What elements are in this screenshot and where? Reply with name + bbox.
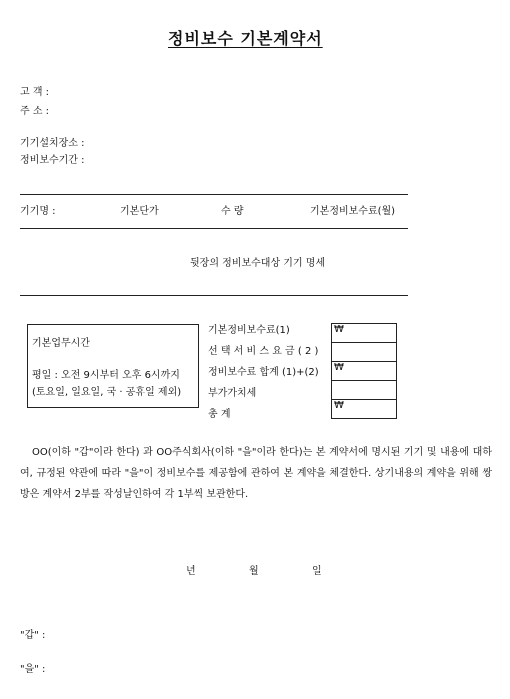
date-month: 월 <box>249 566 259 577</box>
customer-label: 고 객 : <box>20 87 50 98</box>
attachment-note: 뒷장의 정비보수대상 기기 명세 <box>190 258 326 269</box>
fee-value-total: ₩ <box>331 399 397 419</box>
device-name-header: 기기명 : <box>20 206 56 217</box>
fee-value-basic: ₩ <box>331 323 397 343</box>
install-location-label: 기기설치장소 : <box>20 138 85 149</box>
fee-label-subtotal: 정비보수료 합계 (1)+(2) <box>208 367 319 378</box>
header-rule-top <box>20 194 408 195</box>
period-label: 정비보수기간 : <box>20 155 85 166</box>
section-rule <box>20 295 408 296</box>
quantity-header: 수 량 <box>221 206 244 217</box>
business-hours-exclusion: (토요일, 일요일, 국 · 공휴일 제외) <box>32 387 182 398</box>
header-rule-bottom <box>20 228 408 229</box>
date-day: 일 <box>312 566 322 577</box>
business-hours-title: 기본업무시간 <box>32 338 90 349</box>
fee-value-subtotal: ₩ <box>331 361 397 381</box>
fee-label-basic: 기본정비보수료(1) <box>208 325 290 336</box>
business-hours-weekday: 평일 : 오전 9시부터 오후 6시까지 <box>32 370 180 381</box>
party-eul-label: "을" : <box>20 664 46 675</box>
fee-label-optional: 선 택 서 비 스 요 금 ( 2 ) <box>208 346 319 357</box>
unit-price-header: 기본단가 <box>120 206 159 217</box>
address-label: 주 소 : <box>20 106 50 117</box>
basic-fee-header: 기본정비보수료(월) <box>310 206 396 217</box>
business-hours-box <box>27 324 199 408</box>
fee-label-vat: 부가가치세 <box>208 388 257 399</box>
document-title: 정비보수 기본계약서 <box>168 29 323 48</box>
contract-paragraph: OO(이하 "갑"이라 한다) 과 OO주식회사(이하 "을"이라 한다)는 본 계약서에 명시된 기기 및 내용에 대하여, 규정된 약관에 따라 "을"이 정비보수를 제공함에 관하여 본 계약을 체결한다. 상기내용의 계약을 위해 쌍방은 계약서 2부를 작성날인하여 각 1부씩 보관한다. <box>20 447 492 500</box>
party-gap-label: "갑" : <box>20 630 46 641</box>
fee-label-total: 총 계 <box>208 409 231 420</box>
date-year: 년 <box>186 566 196 577</box>
fee-value-optional <box>331 342 397 362</box>
fee-value-vat <box>331 380 397 400</box>
